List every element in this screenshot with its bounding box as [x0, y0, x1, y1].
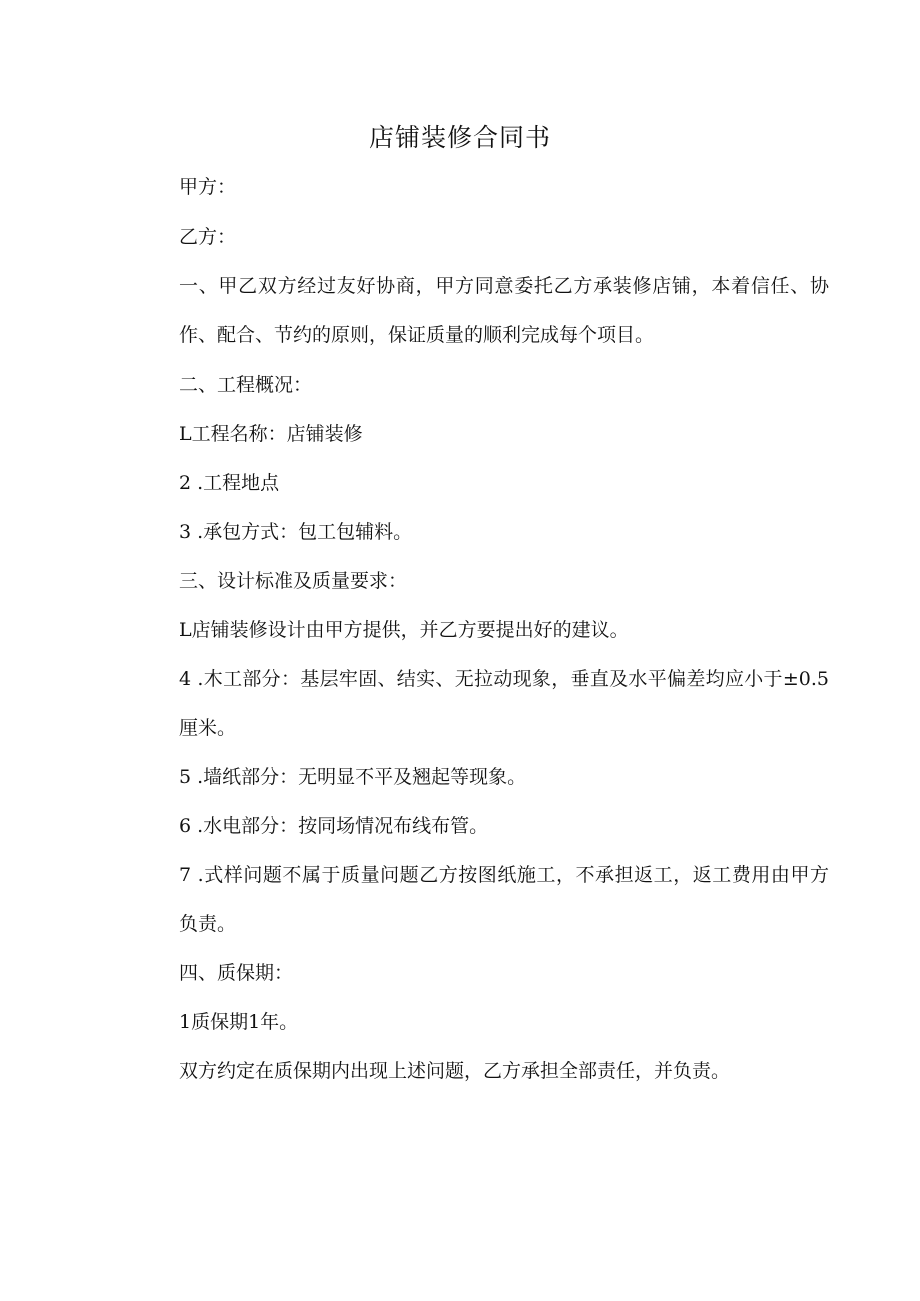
party-a-line: 甲方：: [179, 176, 237, 198]
document-title: 店铺装修合同书: [368, 123, 551, 152]
party-b-line: 乙方：: [179, 226, 237, 248]
section-4-heading: 四、质保期：: [179, 962, 294, 984]
wallpaper-item: 5 .墙纸部分：无明显不平及翘起等现象。: [179, 766, 527, 788]
contract-method-item: 3 .承包方式：包工包辅料。: [179, 521, 413, 543]
project-location-item: 2 .工程地点: [179, 472, 280, 494]
warranty-terms-paragraph: 双方约定在质保期内出现上述问题，乙方承担全部责任，并负责。: [179, 1060, 731, 1082]
clause-1-paragraph: 一、甲乙双方经过友好协商，甲方同意委托乙方承装修店铺，本着信任、协作、配合、节约的原则，保证质量的顺利完成每个项目。: [179, 275, 829, 346]
style-issue-item: 7 .式样问题不属于质量问题乙方按图纸施工，不承担返工，返工费用由甲方负责。: [179, 864, 829, 935]
project-name-item: L工程名称：店铺装修: [179, 423, 363, 445]
warranty-period-item: 1质保期1年。: [179, 1011, 299, 1033]
section-2-heading: 二、工程概况：: [179, 374, 313, 396]
woodwork-item: 4 .木工部分：基层牢固、结实、无拉动现象，垂直及水平偏差均应小于±0.5厘米。: [179, 668, 829, 739]
plumbing-electric-item: 6 .水电部分：按同场情况布线布管。: [179, 815, 489, 837]
section-3-heading: 三、设计标准及质量要求：: [179, 570, 408, 592]
design-provision-item: L店铺装修设计由甲方提供，并乙方要提出好的建议。: [179, 619, 629, 641]
